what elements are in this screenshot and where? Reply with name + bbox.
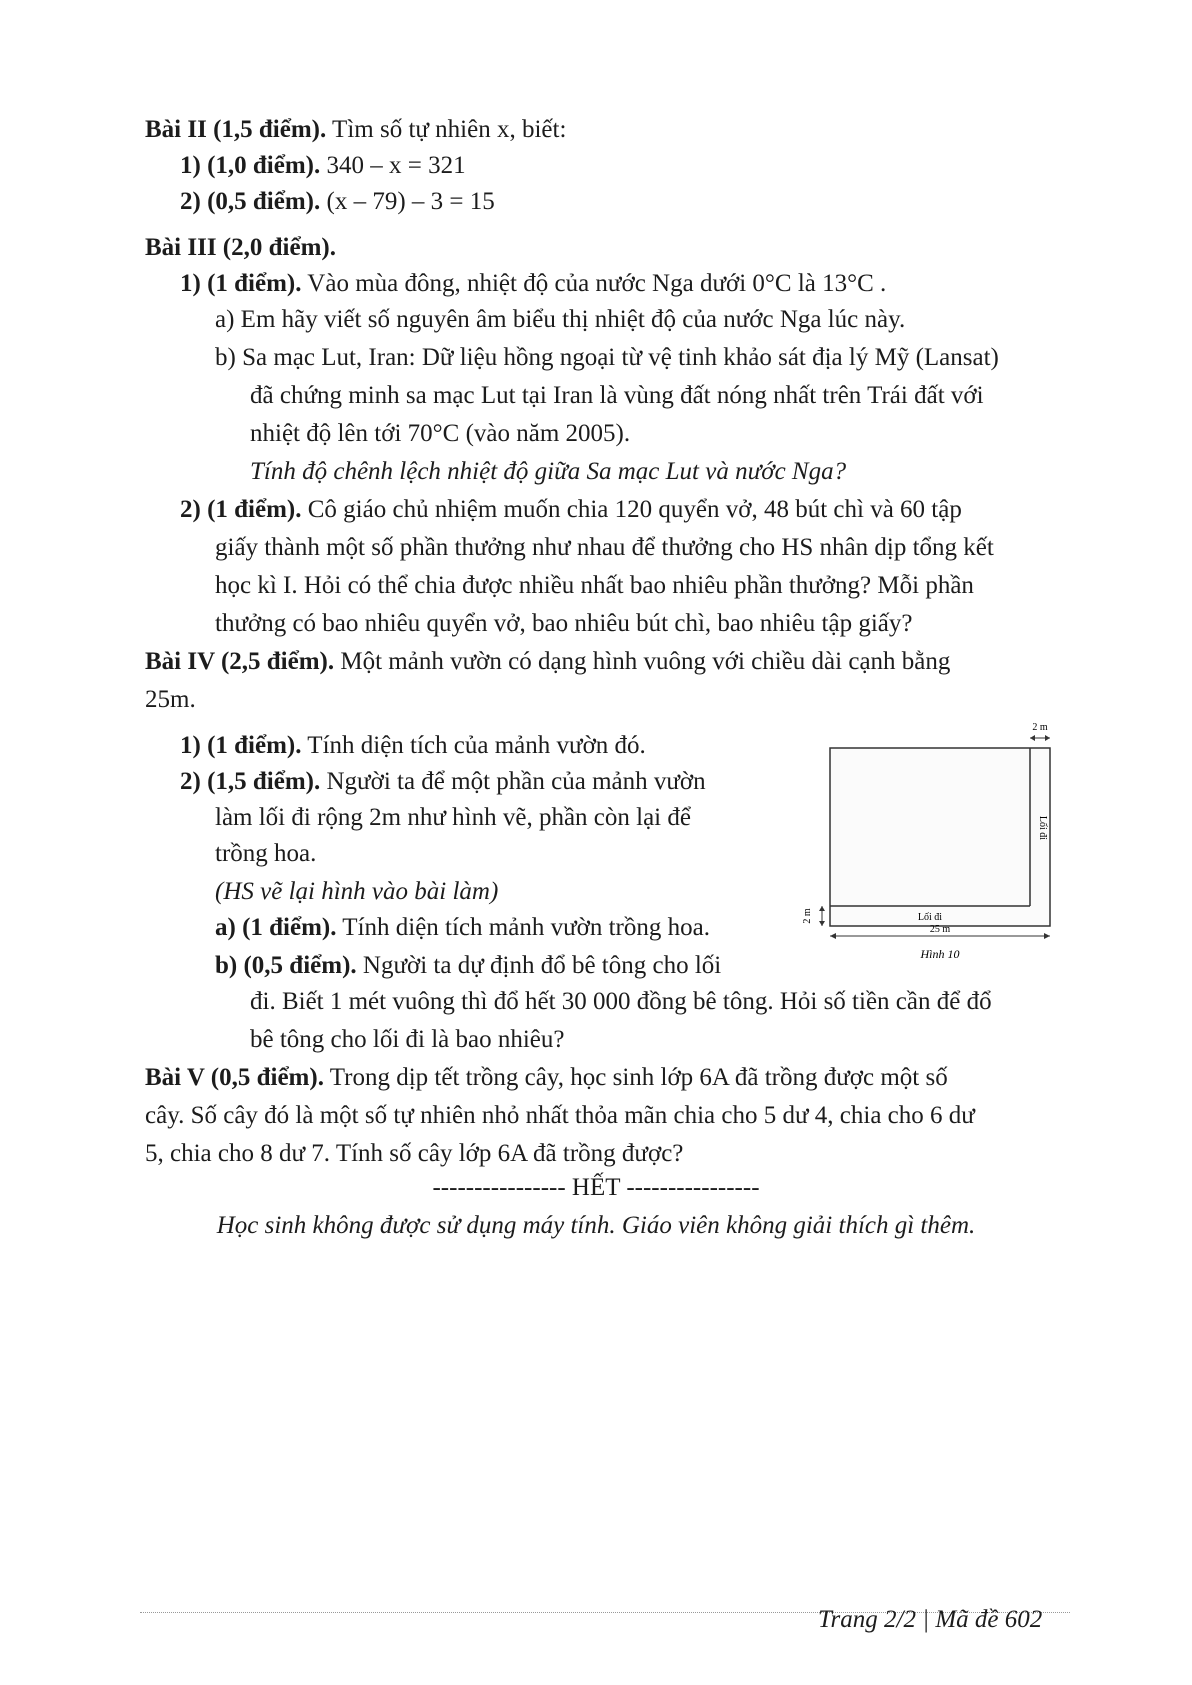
left-label: 2 m xyxy=(802,908,813,924)
bai2-q1: 1) (1,0 điểm). 340 – x = 321 xyxy=(180,152,466,179)
page-footer: Trang 2/2 | Mã đề 602 xyxy=(818,1606,1043,1633)
top-arrow-head-right xyxy=(1045,735,1050,741)
bai3-q1b-line1: b) Sa mạc Lut, Iran: Dữ liệu hồng ngoại từ vệ tinh khảo sát địa lý Mỹ (Lansat) xyxy=(215,344,999,371)
right-path-label: Lối đi xyxy=(1037,815,1048,841)
bai4-q2b: b) (0,5 điểm). Người ta dự định đổ bê tông cho lối xyxy=(215,952,722,979)
bai3-q2-line3: học kì I. Hỏi có thể chia được nhiều nhất bao nhiêu phần thưởng? Mỗi phần xyxy=(215,572,974,599)
bai4-heading-line2: 25m. xyxy=(145,686,196,713)
garden-figure xyxy=(800,718,1070,978)
end-marker: ---------------- HẾT ---------------- xyxy=(432,1174,760,1201)
left-arrow-head-bottom xyxy=(819,921,825,926)
bai4-q2-line4: (HS vẽ lại hình vào bài làm) xyxy=(215,878,499,905)
bai4-q2b-line3: bê tông cho lối đi là bao nhiêu? xyxy=(250,1026,565,1053)
left-arrow-head-top xyxy=(819,906,825,911)
bai3-heading: Bài III (2,0 điểm). xyxy=(145,234,336,261)
bottom-arrow-head-left xyxy=(830,933,836,939)
bai4-q1: 1) (1 điểm). Tính diện tích của mảnh vườn đó. xyxy=(180,732,646,759)
bai4-q2a: a) (1 điểm). Tính diện tích mảnh vườn trồng hoa. xyxy=(215,914,710,941)
bai4-heading: Bài IV (2,5 điểm). Một mảnh vườn có dạng hình vuông với chiều dài cạnh bằng xyxy=(145,648,951,675)
bai4-q2-line3: trồng hoa. xyxy=(215,840,317,867)
exam-note: Học sinh không được sử dụng máy tính. Giáo viên không giải thích gì thêm. xyxy=(216,1212,976,1239)
bai5-line2: cây. Số cây đó là một số tự nhiên nhỏ nhất thỏa mãn chia cho 5 dư 4, chia cho 6 dư xyxy=(145,1102,975,1129)
bai3-q1b-question: Tính độ chênh lệch nhiệt độ giữa Sa mạc Lut và nước Nga? xyxy=(250,458,847,485)
bai2-q2: 2) (0,5 điểm). (x – 79) – 3 = 15 xyxy=(180,188,495,215)
bai3-q1b-line3: nhiệt độ lên tới 70°C (vào năm 2005). xyxy=(250,420,631,447)
bai3-q2-line1: 2) (1 điểm). Cô giáo chủ nhiệm muốn chia 120 quyển vở, 48 bút chì và 60 tập xyxy=(180,496,962,523)
bai3-q2-line4: thưởng có bao nhiêu quyển vở, bao nhiêu bút chì, bao nhiêu tập giấy? xyxy=(215,610,913,637)
bai5-line3: 5, chia cho 8 dư 7. Tính số cây lớp 6A đã trồng được? xyxy=(145,1140,684,1167)
top-label: 2 m xyxy=(1032,722,1048,733)
bai3-q1b-line2: đã chứng minh sa mạc Lut tại Iran là vùng đất nóng nhất trên Trái đất với xyxy=(250,382,984,409)
bai4-q2: 2) (1,5 điểm). Người ta để một phần của mảnh vườn xyxy=(180,768,706,795)
bottom-path-label: Lối đi xyxy=(917,912,943,923)
bai4-q2-line2: làm lối đi rộng 2m như hình vẽ, phần còn lại để xyxy=(215,804,691,831)
garden-outer xyxy=(830,748,1050,926)
bai2-heading: Bài II (1,5 điểm). Tìm số tự nhiên x, biết: xyxy=(145,116,567,143)
top-arrow-head-left xyxy=(1030,735,1035,741)
bottom-arrow-head-right xyxy=(1044,933,1050,939)
bai3-q2-line2: giấy thành một số phần thưởng như nhau để thưởng cho HS nhân dịp tổng kết xyxy=(215,534,994,561)
bottom-label: 25 m xyxy=(929,924,951,935)
bai5-heading: Bài V (0,5 điểm). Trong dịp tết trồng cây, học sinh lớp 6A đã trồng được một số xyxy=(145,1064,948,1091)
bai3-q1a: a) Em hãy viết số nguyên âm biểu thị nhiệt độ của nước Nga lúc này. xyxy=(215,306,906,333)
bai4-q2b-line2: đi. Biết 1 mét vuông thì đổ hết 30 000 đồng bê tông. Hỏi số tiền cần để đổ xyxy=(250,988,992,1015)
figure-caption: Hình 10 xyxy=(920,947,960,961)
bai3-q1: 1) (1 điểm). Vào mùa đông, nhiệt độ của nước Nga dưới 0°C là 13°C . xyxy=(180,270,887,297)
